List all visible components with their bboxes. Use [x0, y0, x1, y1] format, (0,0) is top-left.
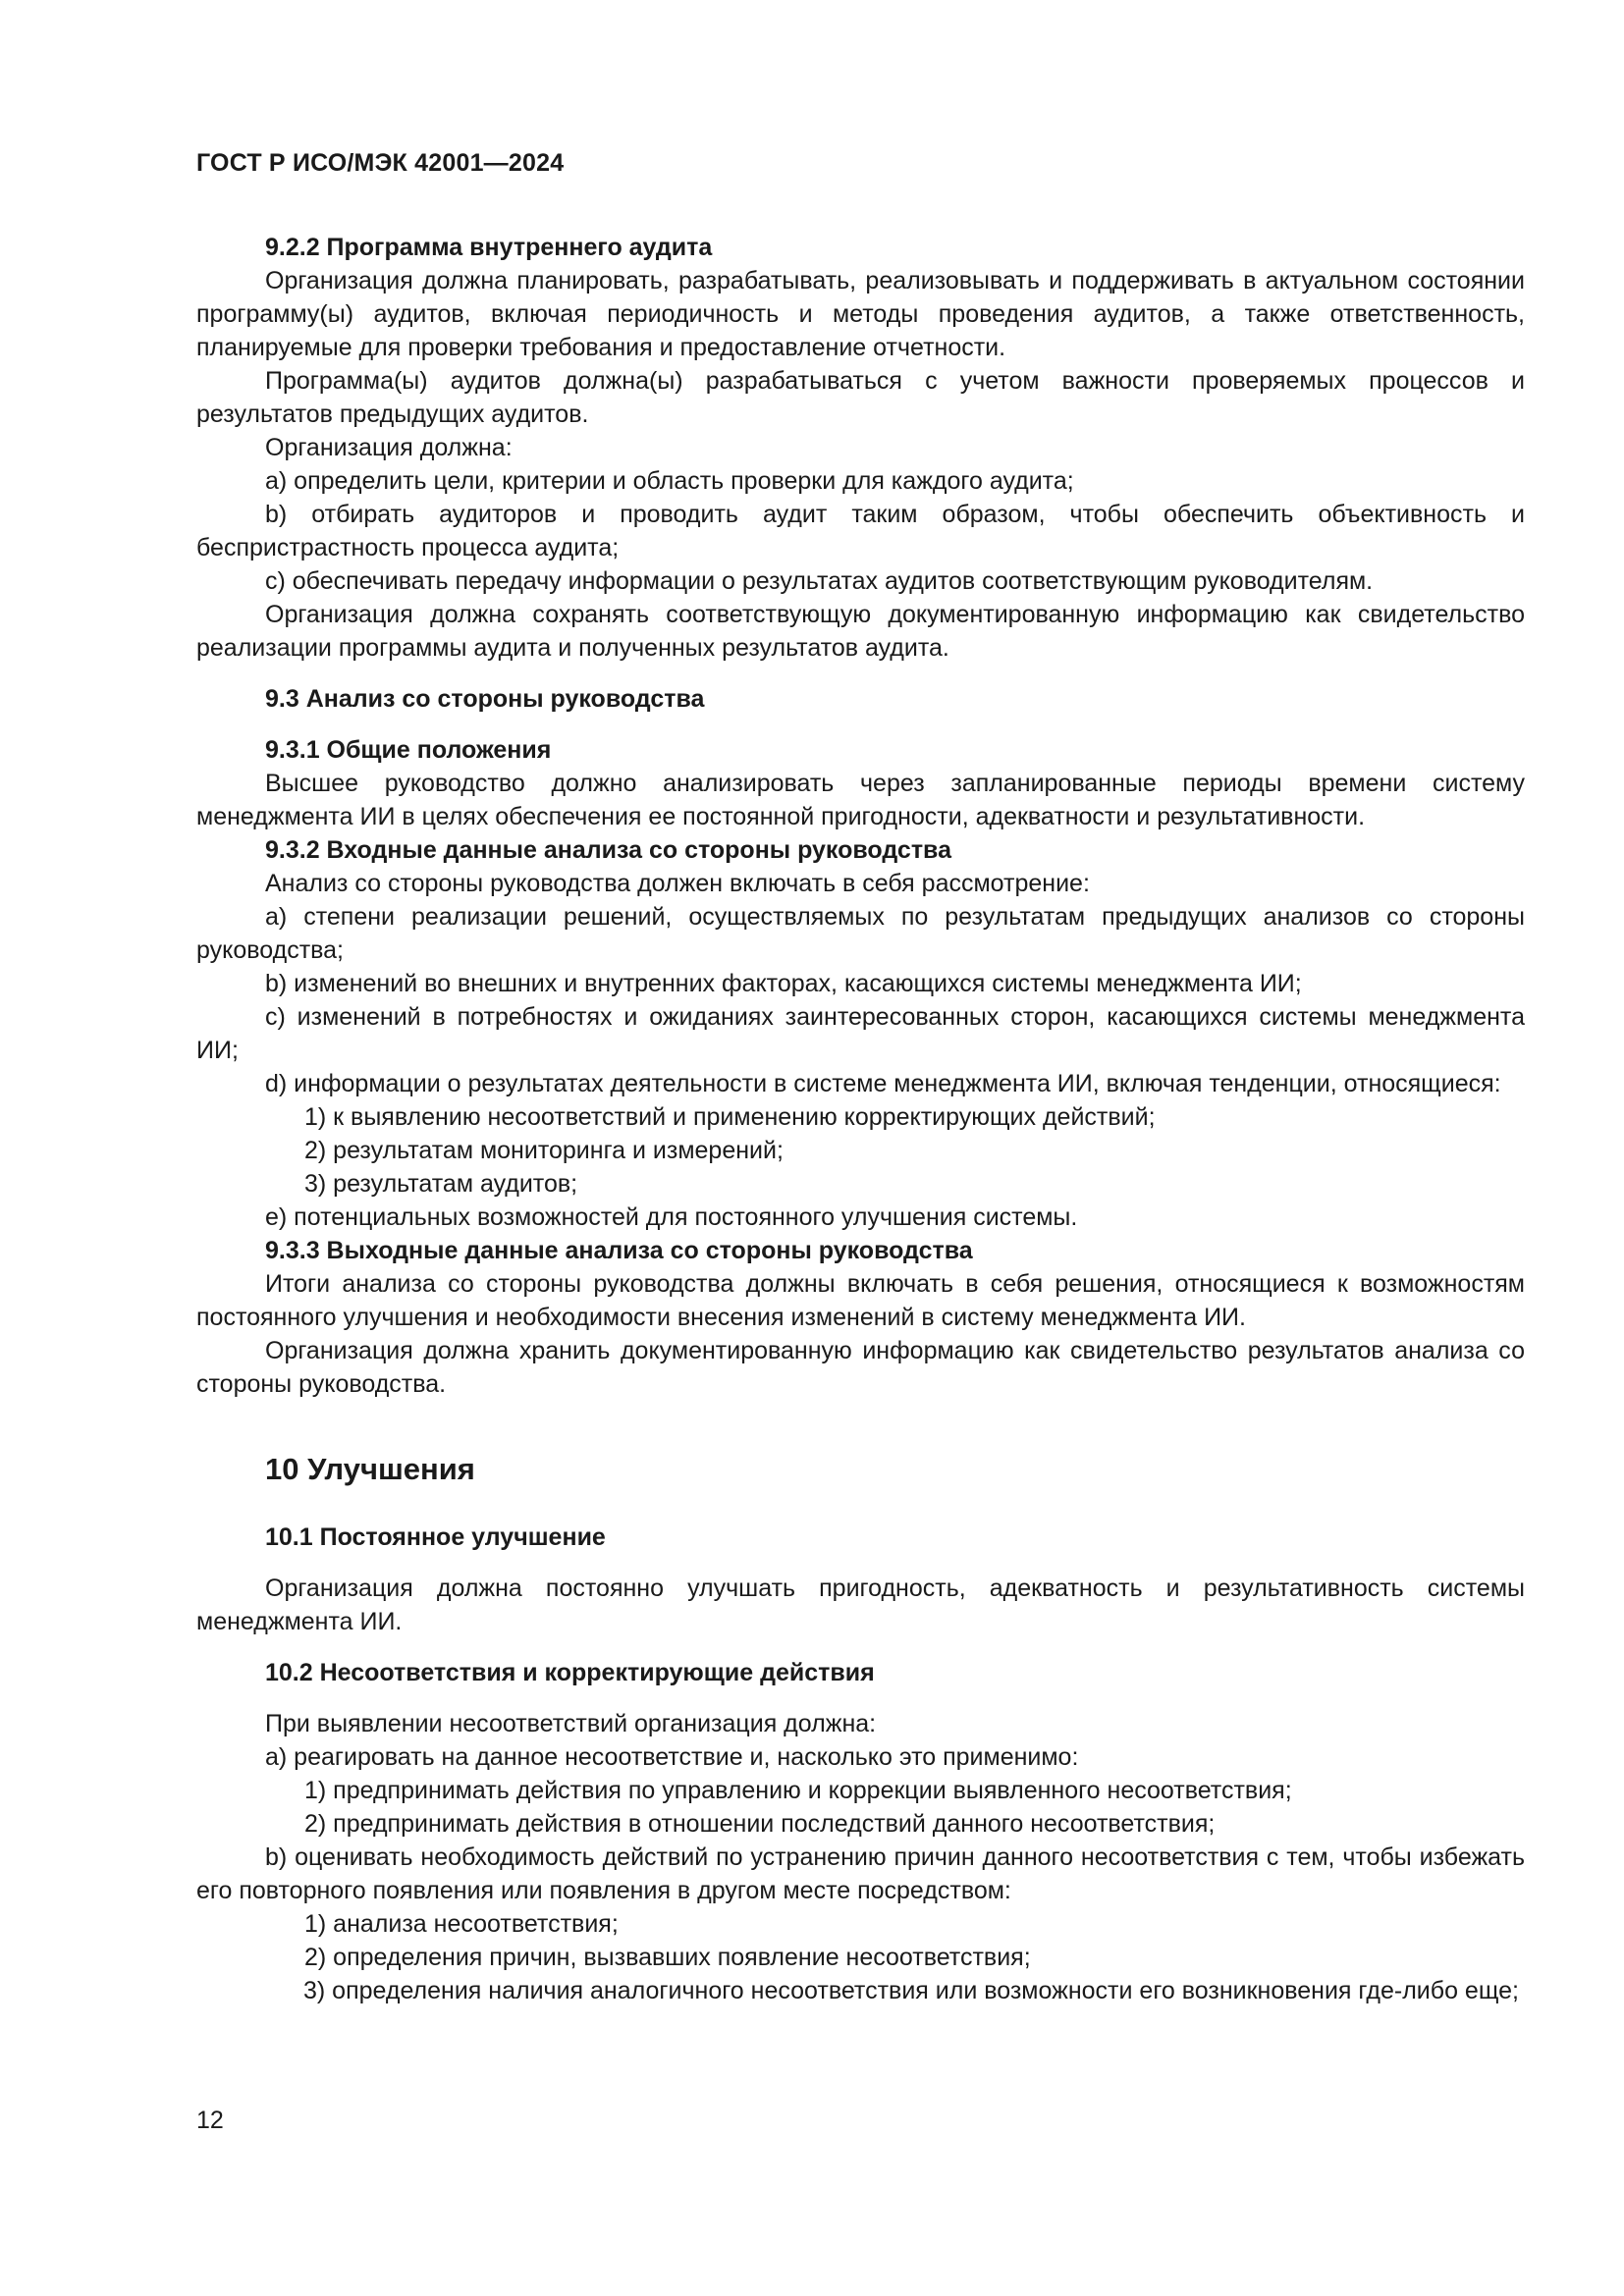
paragraph: Анализ со стороны руководства должен включать в себя рассмотрение: — [265, 870, 1090, 897]
list-item: b) оценивать необходимость действий по устранению причин данного несоответствия с тем, чтобы избежать его повторного появления или появления в другом месте посредством: — [196, 1843, 1525, 1904]
list-item: c) обеспечивать передачу информации о результатах аудитов соответствующим руководителям. — [265, 567, 1374, 595]
list-item: e) потенциальных возможностей для постоянного улучшения системы. — [265, 1203, 1078, 1231]
paragraph: Итоги анализа со стороны руководства должны включать в себя решения, относящиеся к возможностям постоянного улучшения и необходимости внесения изменений в систему менеджмента ИИ. — [196, 1270, 1525, 1331]
heading-9-2-2: 9.2.2 Программа внутреннего аудита — [265, 234, 713, 261]
list-item: a) реагировать на данное несоответствие и, насколько это применимо: — [265, 1743, 1079, 1771]
paragraph: При выявлении несоответствий организация должна: — [265, 1710, 877, 1737]
paragraph: Организация должна сохранять соответствующую документированную информацию как свидетельство реализации программы аудита и полученных результатов аудита. — [196, 601, 1525, 662]
sub-list-item: 1) к выявлению несоответствий и применению корректирующих действий; — [304, 1103, 1156, 1131]
paragraph: Высшее руководство должно анализировать через запланированные периоды времени систему менеджмента ИИ в целях обеспечения ее постоянной пригодности, адекватности и результативности. — [196, 770, 1525, 830]
list-item: b) отбирать аудиторов и проводить аудит таким образом, чтобы обеспечить объективность и беспристрастность процесса аудита; — [196, 501, 1525, 561]
list-item: a) определить цели, критерии и область проверки для каждого аудита; — [265, 467, 1074, 495]
heading-10-1: 10.1 Постоянное улучшение — [265, 1523, 606, 1551]
sub-list-item: 3) определения наличия аналогичного несоответствия или возможности его возникновения где-либо еще; — [303, 1977, 1519, 2004]
sub-list-item: 3) результатам аудитов; — [304, 1170, 578, 1198]
heading-9-3: 9.3 Анализ со стороны руководства — [265, 685, 705, 713]
sub-list-item: 1) предпринимать действия по управлению и коррекции выявленного несоответствия; — [304, 1777, 1292, 1804]
heading-9-3-1: 9.3.1 Общие положения — [265, 736, 552, 764]
paragraph: Организация должна постоянно улучшать пригодность, адекватность и результативность системы менеджмента ИИ. — [196, 1575, 1525, 1635]
list-item: c) изменений в потребностях и ожиданиях заинтересованных сторон, касающихся системы менеджмента ИИ; — [196, 1003, 1525, 1064]
sub-list-item: 2) определения причин, вызвавших появление несоответствия; — [304, 1944, 1031, 1971]
heading-9-3-2: 9.3.2 Входные данные анализа со стороны руководства — [265, 836, 951, 864]
paragraph: Программа(ы) аудитов должна(ы) разрабатываться с учетом важности проверяемых процессов и результатов предыдущих аудитов. — [196, 367, 1525, 428]
list-item: d) информации о результатах деятельности в системе менеджмента ИИ, включая тенденции, относящиеся: — [265, 1070, 1501, 1097]
heading-10-2: 10.2 Несоответствия и корректирующие действия — [265, 1659, 875, 1686]
sub-list-item: 2) предпринимать действия в отношении последствий данного несоответствия; — [304, 1810, 1216, 1838]
document-page — [196, 149, 1525, 2007]
standard-designation: ГОСТ Р ИСО/МЭК 42001—2024 — [196, 149, 565, 177]
heading-9-3-3: 9.3.3 Выходные данные анализа со стороны руководства — [265, 1237, 973, 1264]
paragraph: Организация должна планировать, разрабатывать, реализовывать и поддерживать в актуальном состоянии программу(ы) аудитов, включая периодичность и методы проведения аудитов, а также ответственность, планируемые для проверки требования и предоставление отчетности. — [196, 267, 1525, 361]
sub-list-item: 1) анализа несоответствия; — [304, 1910, 619, 1938]
page-number: 12 — [196, 2107, 224, 2134]
list-item: a) степени реализации решений, осуществляемых по результатам предыдущих анализов со стороны руководства; — [196, 903, 1525, 964]
heading-10: 10 Улучшения — [265, 1452, 475, 1486]
list-item: b) изменений во внешних и внутренних факторах, касающихся системы менеджмента ИИ; — [265, 970, 1302, 997]
paragraph: Организация должна хранить документированную информацию как свидетельство результатов анализа со стороны руководства. — [196, 1337, 1525, 1398]
paragraph: Организация должна: — [265, 434, 513, 461]
sub-list-item: 2) результатам мониторинга и измерений; — [304, 1137, 784, 1164]
